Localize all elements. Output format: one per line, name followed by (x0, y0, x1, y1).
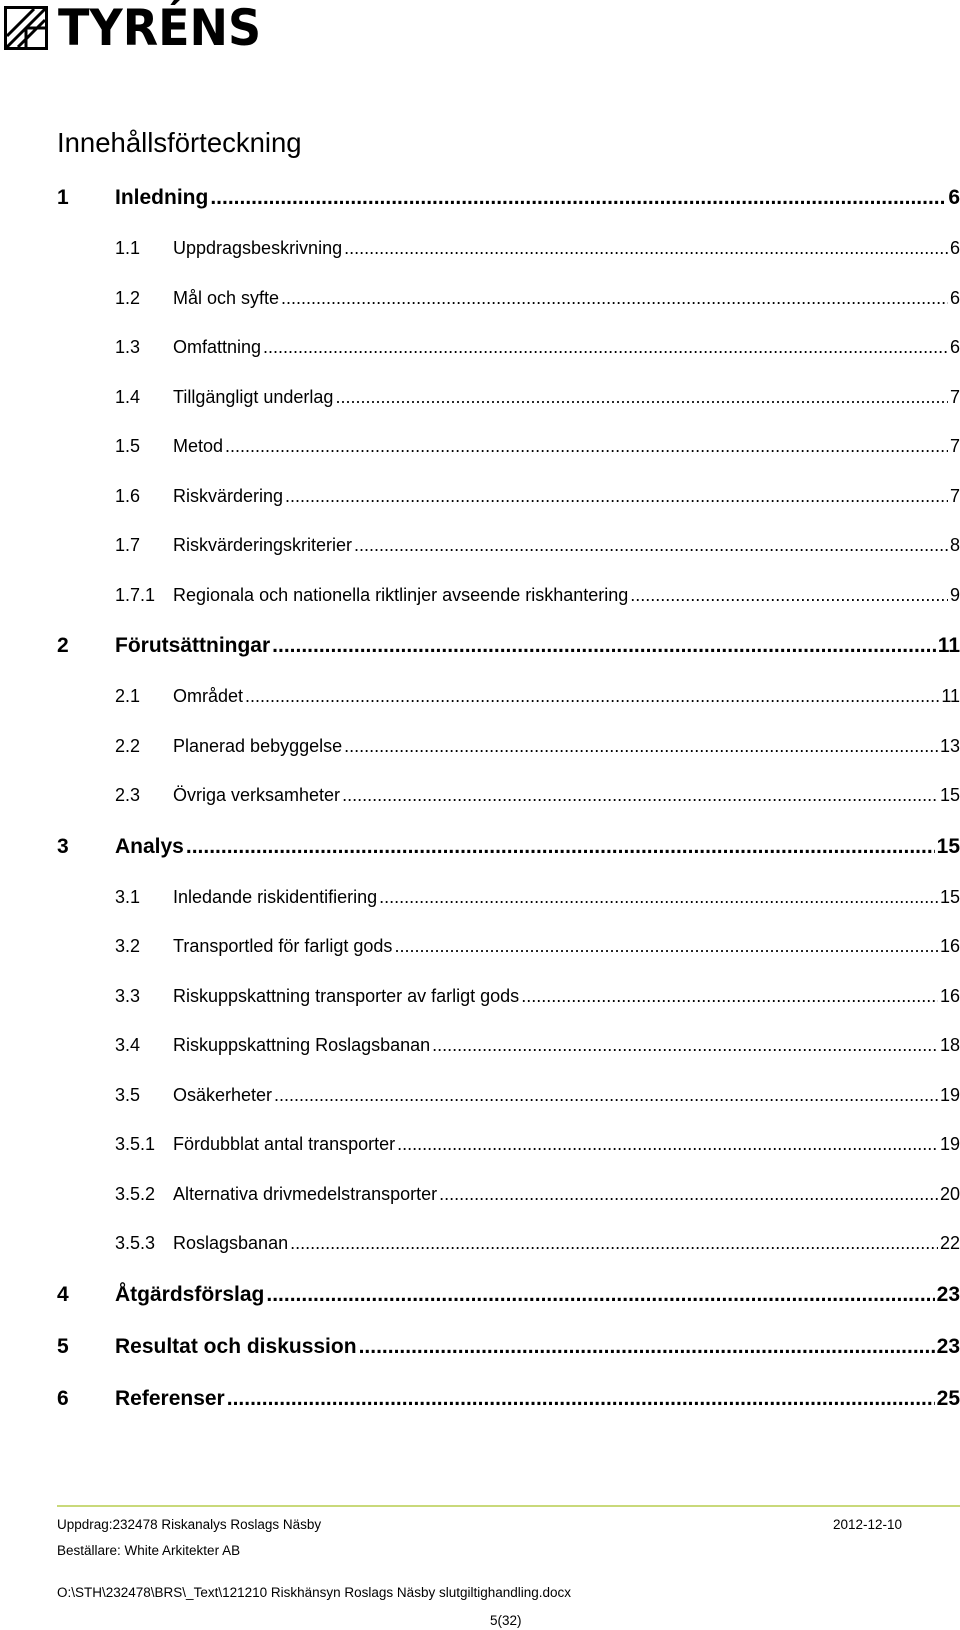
toc-title: Innehållsförteckning (57, 127, 302, 158)
toc-leader-dots (432, 1021, 938, 1071)
toc-entry-title: Omfattning (173, 337, 262, 357)
toc-entry-page: 7 (949, 436, 960, 456)
toc-entry[interactable] (57, 1021, 960, 1071)
toc-entry-page: 25 (936, 1386, 960, 1410)
toc-entry-page: 23 (936, 1282, 960, 1306)
toc-entry-title: Riskuppskattning Roslagsbanan (173, 1035, 431, 1055)
toc-entry-title: Förutsättningar (115, 634, 271, 657)
toc-entry-title: Uppdragsbeskrivning (173, 238, 343, 258)
toc-entry-page: 6 (948, 186, 960, 209)
toc-leader-dots (394, 922, 938, 972)
toc-entry-page: 11 (937, 634, 960, 657)
toc-leader-dots (266, 1269, 934, 1321)
toc-entry[interactable] (57, 1120, 960, 1170)
toc-entry-title: Mål och syfte (173, 287, 280, 308)
toc-entry-page: 8 (949, 535, 960, 555)
toc-entry-page: 15 (936, 834, 960, 858)
toc-entry-page: 15 (939, 785, 960, 805)
toc-entry[interactable] (57, 821, 960, 873)
toc-entry-number: 1.3 (115, 337, 141, 357)
toc-entry-number: 3.2 (115, 936, 141, 956)
toc-leader-dots (342, 771, 938, 821)
toc-leader-dots (263, 323, 948, 373)
toc-entry[interactable] (57, 274, 960, 324)
toc-entry-number: 2.2 (115, 735, 141, 756)
toc-entry-number: 1.4 (115, 386, 141, 407)
toc-entry-number: 3 (57, 834, 69, 858)
toc-entry-title: Inledning (115, 186, 209, 209)
footer-page-number: 5(32) (490, 1613, 522, 1628)
toc-leader-dots (210, 172, 946, 224)
toc-entry-title: Inledande riskidentifiering (173, 886, 378, 907)
toc-entry-title: Roslagsbanan (173, 1233, 289, 1253)
logo-text: TYRÉNS (58, 0, 262, 57)
toc-entry-number: 6 (57, 1386, 69, 1410)
toc-entry-page: 9 (949, 584, 960, 605)
toc-leader-dots (290, 1219, 938, 1269)
toc-entry[interactable] (57, 1321, 960, 1373)
footer-divider (57, 1505, 960, 1507)
toc-leader-dots (335, 373, 948, 423)
toc-entry-page: 7 (949, 485, 960, 506)
toc-entry-number: 3.4 (115, 1035, 141, 1055)
footer-file-path: O:\STH\232478\BRS\_Text\121210 Riskhänsyn Roslags Näsby slutgiltighandling.docx (57, 1585, 572, 1600)
toc-entry-number: 1.7 (115, 535, 141, 555)
toc-entry[interactable] (57, 1170, 960, 1220)
toc-leader-dots (245, 672, 939, 722)
toc-entry-number: 1.2 (115, 287, 141, 308)
toc-entry-title: Analys (115, 834, 184, 858)
toc-entry-title: Fördubblat antal transporter (173, 1134, 396, 1154)
toc-entry[interactable] (57, 571, 960, 621)
toc-entry[interactable] (57, 873, 960, 923)
toc-entry[interactable] (57, 722, 960, 772)
toc-leader-dots (630, 571, 948, 621)
toc-leader-dots (354, 521, 948, 571)
toc-entry-number: 2.3 (115, 785, 141, 805)
toc-entry[interactable] (57, 972, 960, 1022)
toc-entry-page: 7 (949, 386, 960, 407)
toc-entry-page: 22 (939, 1233, 960, 1253)
toc-entry-number: 3.5.2 (115, 1183, 156, 1204)
toc-leader-dots (227, 1373, 935, 1425)
toc-leader-dots (359, 1321, 935, 1373)
toc-entry[interactable] (57, 323, 960, 373)
toc-entry-title: Riskuppskattning transporter av farligt gods (173, 985, 520, 1006)
toc-entry-title: Området (173, 686, 244, 706)
toc-entry-number: 3.5 (115, 1084, 141, 1105)
toc-entry-title: Planerad bebyggelse (173, 735, 343, 756)
toc-entry-number: 3.3 (115, 985, 141, 1006)
toc-entry[interactable] (57, 922, 960, 972)
toc-entry-title: Åtgärdsförslag (115, 1282, 265, 1306)
toc-entry-title: Övriga verksamheter (173, 785, 341, 805)
toc-entry-number: 3.5.1 (115, 1134, 156, 1154)
toc-entry-number: 1.6 (115, 485, 141, 506)
toc-entry-number: 4 (57, 1282, 69, 1306)
toc-entry-page: 23 (936, 1334, 960, 1358)
toc-leader-dots (186, 821, 935, 873)
toc-entry-number: 2 (57, 634, 69, 657)
toc-entry[interactable] (57, 1269, 960, 1321)
toc-entry-title: Metod (173, 436, 224, 456)
toc-entry-title: Tillgängligt underlag (173, 386, 334, 407)
toc-entry-page: 11 (941, 686, 960, 706)
toc-leader-dots (274, 1071, 938, 1121)
toc-entry-title: Riskvärdering (173, 485, 284, 506)
toc-entry-number: 5 (57, 1334, 69, 1358)
footer-date: 2012-12-10 (832, 1517, 902, 1532)
toc-entry-title: Alternativa drivmedelstransporter (173, 1183, 438, 1204)
toc-entry[interactable] (57, 373, 960, 423)
toc-entry-number: 1.5 (115, 436, 141, 456)
toc-entry-title: Resultat och diskussion (115, 1334, 357, 1358)
toc-entry-title: Regionala och nationella riktlinjer avseende riskhantering (173, 584, 629, 605)
toc-entry[interactable] (57, 620, 960, 672)
toc-entry[interactable] (57, 172, 960, 224)
toc-entry-page: 6 (949, 287, 960, 308)
toc-entry-page: 16 (939, 936, 960, 956)
toc-entry-page: 19 (939, 1134, 960, 1154)
toc-entry-page: 6 (949, 337, 960, 357)
toc-entry-page: 15 (939, 886, 960, 907)
toc-entry[interactable] (57, 672, 960, 722)
logo-mark-icon (4, 6, 48, 50)
toc-leader-dots (272, 620, 936, 672)
toc-entry-number: 1 (57, 186, 69, 209)
toc-leader-dots (225, 422, 948, 472)
footer-project: Uppdrag:232478 Riskanalys Roslags Näsby (57, 1517, 322, 1532)
toc-entry-title: Riskvärderingskriterier (173, 535, 353, 555)
toc-leader-dots (344, 722, 938, 772)
toc-entry-title: Referenser (115, 1386, 225, 1410)
toc-entry-page: 18 (939, 1035, 960, 1055)
toc-entry-number: 1.1 (115, 238, 141, 258)
toc-leader-dots (344, 224, 948, 274)
toc-entry-page: 19 (939, 1084, 960, 1105)
toc-entry-title: Osäkerheter (173, 1084, 273, 1105)
toc-leader-dots (285, 472, 948, 522)
toc-entry-number: 1.7.1 (115, 584, 156, 605)
toc-entry-number: 3.5.3 (115, 1233, 156, 1253)
toc-leader-dots (521, 972, 938, 1022)
toc-leader-dots (379, 873, 938, 923)
toc-leader-dots (397, 1120, 938, 1170)
toc-entry-number: 2.1 (115, 686, 141, 706)
toc-entry-title: Transportled för farligt gods (173, 936, 393, 956)
company-logo (0, 0, 279, 56)
toc-entry[interactable] (57, 224, 960, 274)
toc-entry[interactable] (57, 1373, 960, 1425)
toc-entry-page: 20 (939, 1183, 960, 1204)
toc-entry[interactable] (57, 422, 960, 472)
toc-entry[interactable] (57, 472, 960, 522)
table-of-contents (57, 172, 960, 1425)
toc-leader-dots (439, 1170, 938, 1220)
toc-leader-dots (281, 274, 948, 324)
toc-entry-page: 13 (939, 735, 960, 756)
toc-entry-page: 16 (939, 985, 960, 1006)
footer-client: Beställare: White Arkitekter AB (57, 1543, 241, 1558)
toc-entry-page: 6 (949, 238, 960, 258)
toc-entry[interactable] (57, 771, 960, 821)
toc-entry-number: 3.1 (115, 886, 141, 907)
toc-entry[interactable] (57, 1071, 960, 1121)
toc-entry[interactable] (57, 521, 960, 571)
toc-entry[interactable] (57, 1219, 960, 1269)
